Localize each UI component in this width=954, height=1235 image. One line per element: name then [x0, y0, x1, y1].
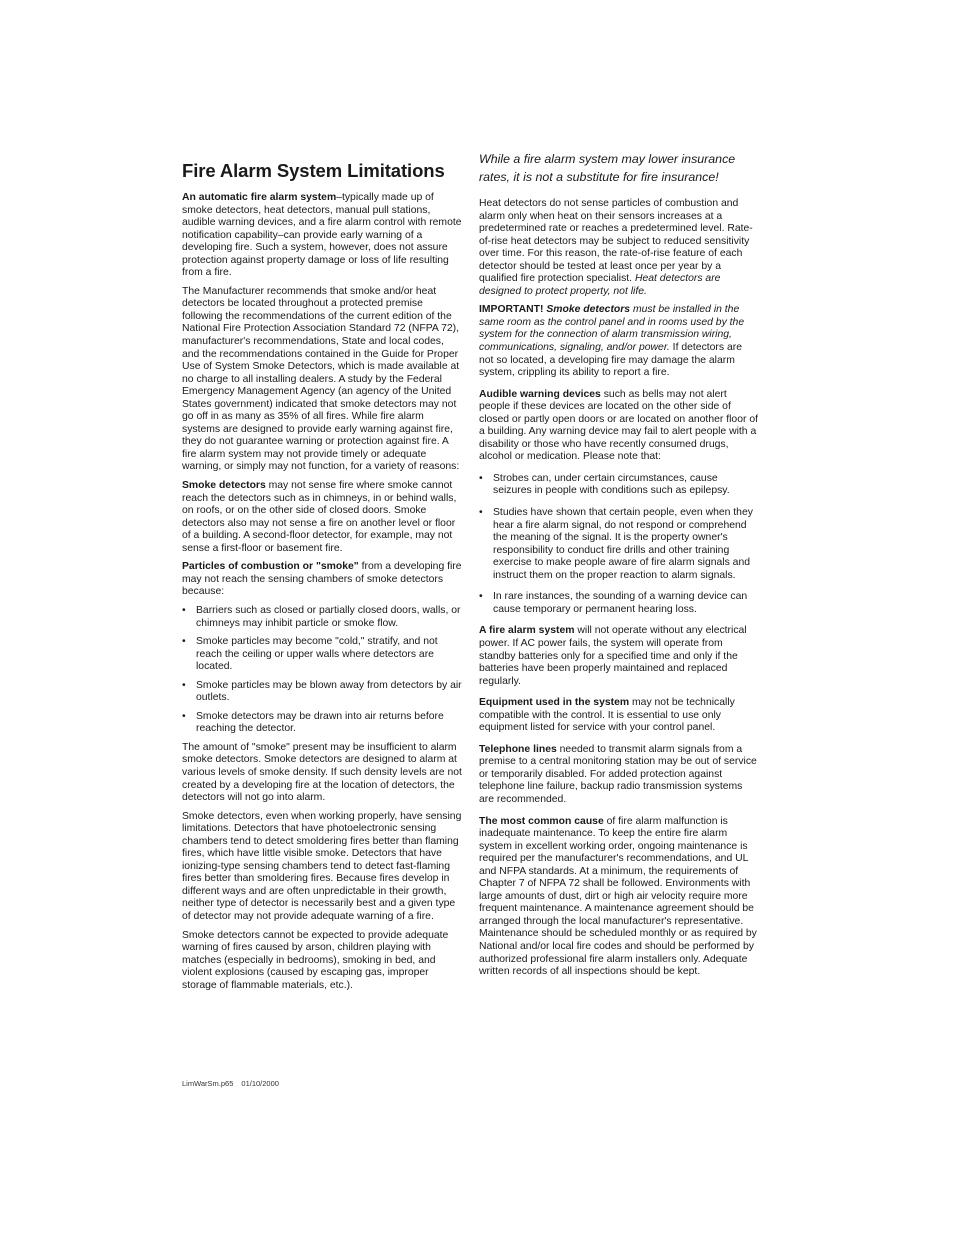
insurance-tagline: While a fire alarm system may lower insurance rates, it is not a substitute for fire insurance! [479, 152, 736, 184]
audible-bullet-list [479, 473, 759, 616]
important-label: IMPORTANT! [479, 304, 544, 316]
list-item: • Barriers such as closed or partially closed doors, walls, or chimneys may inhibit particle or smoke flow. [182, 605, 464, 630]
important-subject: Smoke detectors [546, 304, 631, 316]
document-footer [182, 1079, 279, 1088]
telephone-text: needed to transmit alarm signals from a premise to a central monitoring station may be out of service or temporarily disabled. For added protection against telephone line failure, backup radio transmission systems are recommended. [479, 743, 757, 805]
smoke-detectors-text: may not sense fire where smoke cannot reach the detectors such as in chimneys, in or behind walls, on roofs, or on the other side of closed doors. Smoke detectors also may not sense a fire on another level or floor of a building. A second-floor detector, for example, may not sense a first-floor or basement fire. [182, 480, 457, 554]
smoke-detectors-lead: Smoke detectors [182, 480, 266, 492]
intro-paragraph [182, 192, 464, 280]
intro-text: –typically made up of smoke detectors, heat detectors, manual pull stations, audible warning devices, and a fire alarm control with remote notification capability–can provide early warning of a developing fire. Such a system, however, does not assure protection against property damage or loss of life resulting from a fire. [182, 192, 462, 279]
left-column [182, 160, 464, 998]
manufacturer-recommendation-paragraph: The Manufacturer recommends that smoke and/or heat detectors be located throughout a protected premise following the recommendations of the current edition of the National Fire Protection Association Standard 72 (NFPA 72), manufacturer's recommendations, State and local codes, and the recommendations contained in the Guide for Proper Use of System Smoke Detectors, which is made available at no charge to all installing dealers. A study by the Federal Emergency Management Agency (an agency of the United States government) indicated that smoke detectors may not go off in as many as 35% of all fires. While fire alarm systems are designed to provide early warning against fire, they do not guarantee warning or protection against fire. A fire alarm system may not provide timely or adequate warning, or simply may not function, for a variety of reasons: [182, 285, 460, 473]
right-column [479, 150, 759, 988]
heat-detectors-paragraph [479, 198, 759, 298]
telephone-paragraph [479, 744, 759, 807]
page-title: Fire Alarm System Limitations [182, 160, 445, 181]
list-item: • Smoke detectors may be drawn into air returns before reaching the detector. [182, 711, 464, 736]
audible-devices-paragraph [479, 389, 759, 464]
particles-text: from a developing fire may not reach the sensing chambers of smoke detectors because: [182, 561, 462, 598]
important-text: If detectors are not so located, a developing fire may damage the alarm system, crippling its ability to report a fire. [479, 342, 742, 379]
important-paragraph [479, 304, 759, 379]
audible-devices-lead: Audible warning devices [479, 388, 601, 400]
heat-detectors-note: Heat detectors are designed to protect property, not life. [479, 273, 721, 297]
equipment-text: may not be technically compatible with the control. It is essential to use only equipment listed for service with your control panel. [479, 697, 735, 734]
power-lead: A fire alarm system [479, 625, 575, 637]
equipment-paragraph [479, 697, 759, 735]
power-paragraph [479, 625, 759, 688]
list-item: • Smoke particles may become "cold," stratify, and not reach the ceiling or upper walls where detectors are located. [182, 636, 464, 674]
particles-lead: Particles of combustion or "smoke" [182, 561, 359, 573]
intro-lead: An automatic fire alarm system [182, 192, 337, 203]
important-italic-text: must be installed in the same room as the control panel and in rooms used by the system for the connection of alarm transmission wiring, communications, signaling, and/or power. [479, 304, 745, 354]
list-item: • Smoke particles may be blown away from detectors by air outlets. [182, 680, 464, 705]
maintenance-text: of fire alarm malfunction is inadequate maintenance. To keep the entire fire alarm system in excellent working order, ongoing maintenance is required per the manufacturer's recommendations, and UL and NFPA standards. At a minimum, the requirements of Chapter 7 of NFPA 72 shall be followed. Environments with large amounts of dust, dirt or high air velocity require more frequent maintenance. A maintenance agreement should be arranged through the local manufacturer's representative. Maintenance should be scheduled monthly or as required by National and/or local fire codes and should be performed by authorized professional fire alarm installers only. Adequate written records of all inspections should be kept. [479, 815, 757, 978]
footer-date: 01/10/2000 [241, 1079, 279, 1088]
equipment-lead: Equipment used in the system [479, 697, 630, 709]
particles-paragraph [182, 561, 464, 599]
footer-filename: LimWarSm.p65 [182, 1079, 234, 1088]
sensing-limitations-paragraph: Smoke detectors, even when working properly, have sensing limitations. Detectors that have photoelectronic sensing chambers tend to detect smoldering fires better than flaming fires, which have little visible smoke. Detectors that have ionizing-type sensing chambers tend to detect fast-flaming fires better than smoldering fires. Because fires develop in different ways and are often unpredictable in their growth, neither type of detector is necessarily best and a given type of detector may not provide adequate warning of a fire. [182, 810, 462, 922]
list-item: • Studies have shown that certain people, even when they hear a fire alarm signal, do not respond or comprehend the meaning of the signal. It is the property owner's responsibility to conduct fire drills and other training exercise to make people aware of fire alarm signals and instruct them on the proper reaction to alarm signals. [479, 507, 759, 582]
list-item: • In rare instances, the sounding of a warning device can cause temporary or permanent hearing loss. [479, 591, 759, 616]
maintenance-lead: The most common cause [479, 815, 604, 827]
smoke-amount-paragraph: The amount of "smoke" present may be insufficient to alarm smoke detectors. Smoke detectors are designed to alarm at various levels of smoke density. If such density levels are not created by a developing fire at the location of detectors, the detectors will not go into alarm. [182, 741, 462, 804]
arson-paragraph: Smoke detectors cannot be expected to provide adequate warning of fires caused by arson, children playing with matches (especially in bedrooms), smoking in bed, and violent explosions (caused by escaping gas, improper storage of flammable materials, etc.). [182, 929, 449, 991]
telephone-lead: Telephone lines [479, 743, 557, 755]
particles-bullet-list [182, 605, 464, 736]
list-item: • Strobes can, under certain circumstances, cause seizures in people with conditions such as epilepsy. [479, 473, 759, 498]
heat-detectors-text: Heat detectors do not sense particles of combustion and alarm only when heat on their sensors increases at a predetermined rate or reaches a predetermined level. Rate-of-rise heat detectors may be subject to reduced sensitivity over time. For this reason, the rate-of-rise feature of each detector should be tested at least once per year by a qualified fire protection specialist. [479, 198, 753, 285]
audible-devices-text: such as bells may not alert people if these devices are located on the other side of closed or partly open doors or are located on another floor of a building. Any warning device may fail to alert people with a disability or those who have recently consumed drugs, alcohol or medication. Please note that: [479, 388, 758, 463]
smoke-detectors-paragraph [182, 480, 464, 555]
power-text: will not operate without any electrical power. If AC power fails, the system will operate from standby batteries only for a specified time and only if the batteries have been properly maintained and replaced regularly. [479, 625, 747, 687]
maintenance-paragraph [479, 816, 759, 979]
